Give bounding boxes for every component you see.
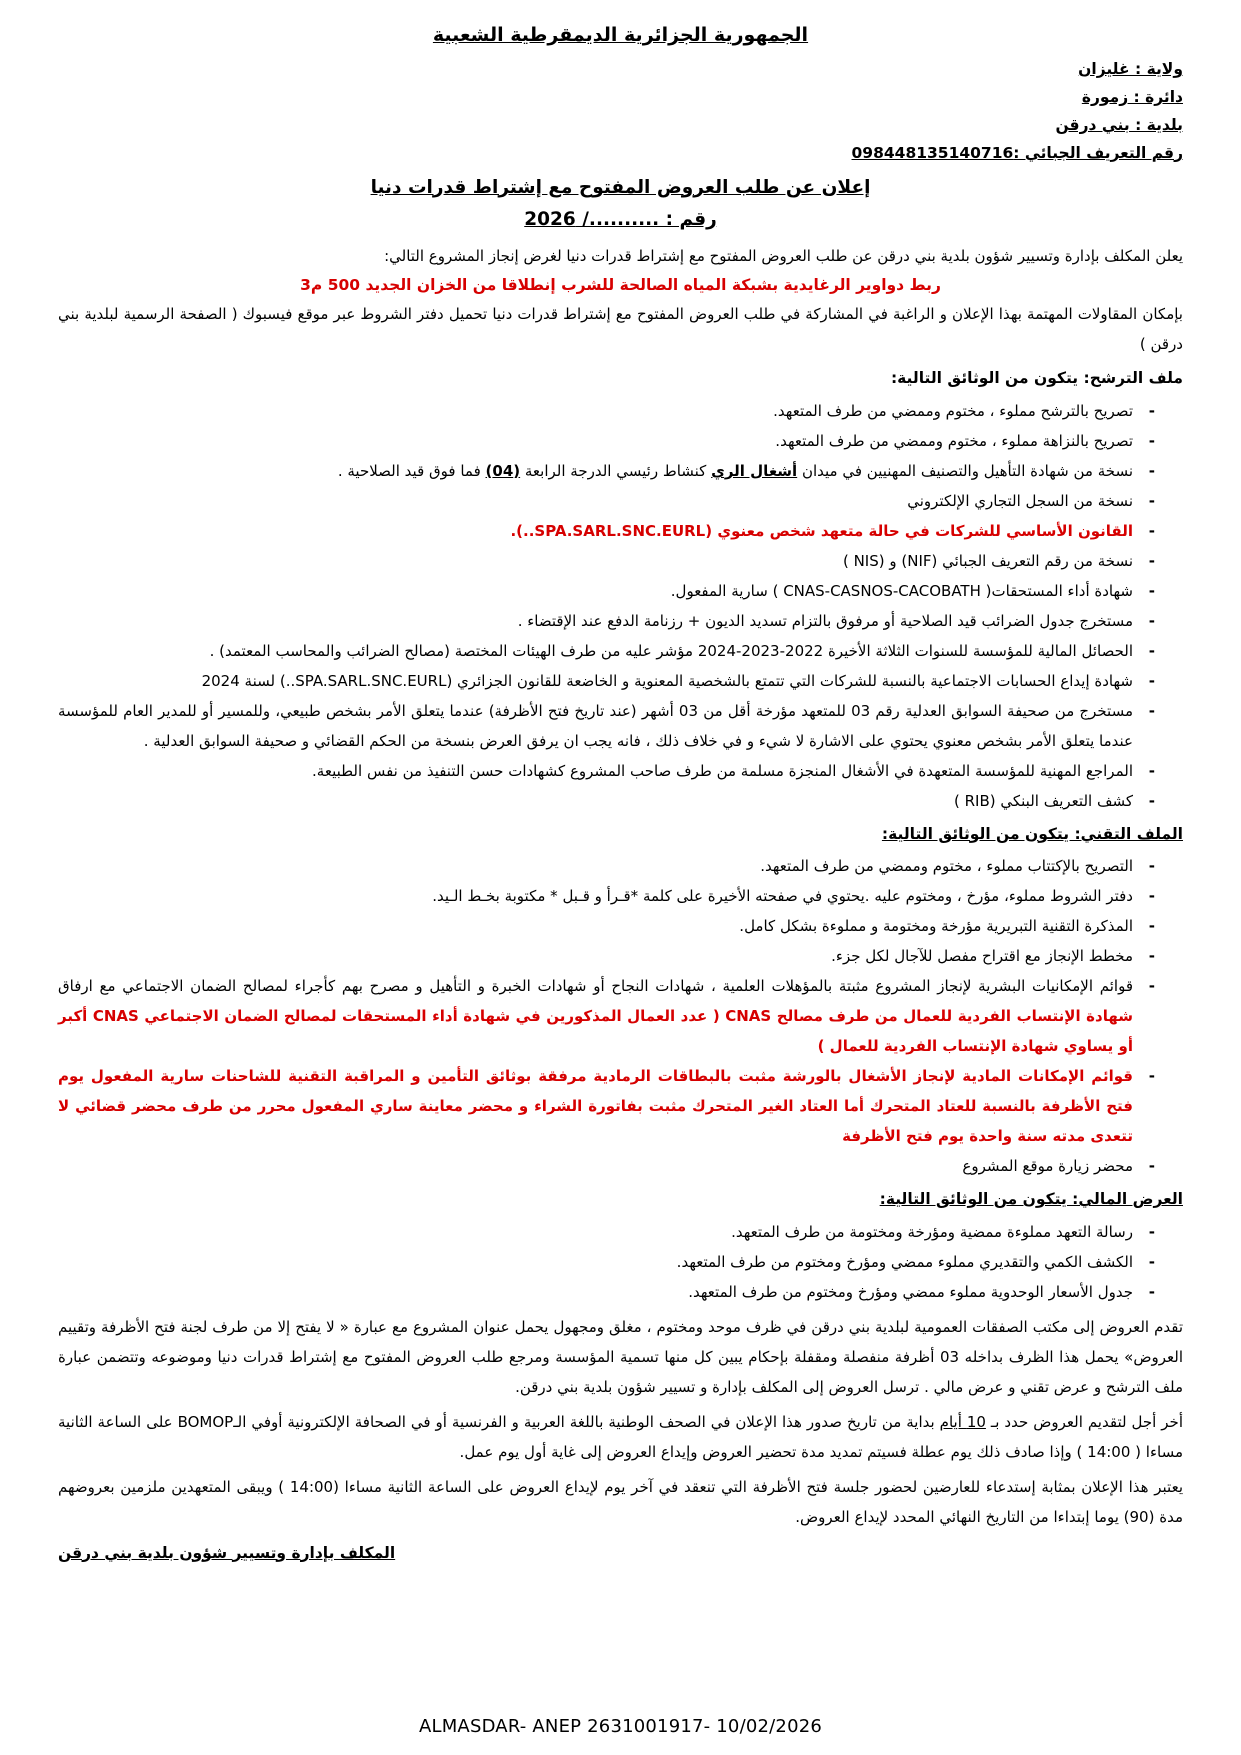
list-item-text	[58, 786, 1133, 816]
text-run: دفتر الشروط مملوء، مؤرخ ، ومختوم عليه .يحتوي في صفحته الأخيرة على كلمة *قـرأ و قـبل * مكتوبة بخـط الـيد.	[432, 887, 1133, 906]
document-list-item	[58, 576, 1183, 606]
document-list-item	[58, 756, 1183, 786]
financial-offer-heading: العرض المالي: يتكون من الوثائق التالية:	[879, 1190, 1183, 1209]
bullet-dash-icon: -	[1148, 947, 1155, 966]
bullet-dash-icon: -	[1148, 491, 1155, 510]
list-item-text	[58, 1247, 1133, 1277]
document-list-item	[58, 1247, 1183, 1277]
list-item-text	[58, 696, 1133, 756]
bullet-dash-icon: -	[1148, 761, 1155, 780]
bullet-dash-icon: -	[1148, 857, 1155, 876]
text-run: نسخة من شهادة التأهيل والتصنيف المهنيين في ميدان	[797, 461, 1133, 480]
text-run: مخطط الإنجاز مع اقتراح مفصل للآجال لكل جزء.	[831, 947, 1133, 966]
document-list-item	[58, 516, 1183, 546]
list-item-text	[58, 636, 1133, 666]
list-item-text	[58, 576, 1133, 606]
commune-line: بلدية : بني درقن	[1055, 115, 1183, 134]
list-item-text	[58, 1061, 1133, 1151]
document-list-item	[58, 636, 1183, 666]
list-item-text	[58, 851, 1133, 881]
document-list-item	[58, 606, 1183, 636]
list-item-text	[58, 516, 1133, 546]
bullet-dash-icon: -	[1148, 461, 1155, 480]
bullet-dash-icon: -	[1148, 641, 1155, 660]
document-list-item	[58, 1151, 1183, 1181]
tax-id-value: 098448135140716	[851, 143, 1014, 162]
document-list-item	[58, 851, 1183, 881]
document-list-item	[58, 786, 1183, 816]
document-list-item	[58, 1217, 1183, 1247]
document-list-item	[58, 396, 1183, 426]
announcement-title: إعلان عن طلب العروض المفتوح مع إشتراط قدرات دنيا	[370, 176, 871, 198]
document-list-item	[58, 666, 1183, 696]
document-list-item	[58, 426, 1183, 456]
list-item-text	[58, 881, 1133, 911]
bullet-dash-icon: -	[1148, 701, 1155, 720]
candidacy-file-list	[58, 396, 1183, 816]
bullet-dash-icon: -	[1148, 977, 1155, 996]
document-list-item	[58, 486, 1183, 516]
document-list-item	[58, 696, 1183, 756]
bullet-dash-icon: -	[1148, 551, 1155, 570]
bullet-dash-icon: -	[1148, 1222, 1155, 1241]
intro-paragraph: يعلن المكلف بإدارة وتسيير شؤون بلدية بني درقن عن طلب العروض المفتوح مع إشتراط قدرات دنيا لغرض إنجاز المشروع التالي:	[384, 247, 1183, 266]
list-item-text	[58, 911, 1133, 941]
text-run: 10 أيام	[939, 1412, 986, 1431]
text-run: جدول الأسعار الوحدوية مملوء ممضي ومؤرخ ومختوم من طرف المتعهد.	[688, 1282, 1133, 1301]
list-item-text	[58, 1277, 1133, 1307]
list-item-text	[58, 426, 1133, 456]
header-block	[58, 56, 1183, 168]
text-run: قوائم الإمكانات المادية لإنجاز الأشغال بالورشة مثبت بالبطاقات الرمادية مرفقة بوثائق التأمين و المراقبة التقنية للشاحنات سارية المفعول يوم فتح الأظرفة بالنسبة للعتاد المتحرك أما العتاد الغير المتحرك مثبت بفاتورة الشراء و محضر معاينة ساري المفعول محرر من طرف محضر قضائي لا تتعدى مدته سنة واحدة يوم فتح الأظرفة	[58, 1067, 1133, 1146]
bullet-dash-icon: -	[1148, 1157, 1155, 1176]
text-run: المذكرة التقنية التبريرية مؤرخة ومختومة و مملوءة بشكل كامل.	[739, 917, 1133, 936]
bullet-dash-icon: -	[1148, 611, 1155, 630]
list-item-text	[58, 666, 1133, 696]
technical-file-heading: الملف التقني: يتكون من الوثائق التالية:	[881, 824, 1183, 843]
text-run: شهادة إيداع الحسابات الاجتماعية بالنسبة للشركات التي تتمتع بالشخصية المعنوية و الخاضعة للقانون الجزائري (SPA.SARL.SNC.EURL..) لسنة 2024	[201, 671, 1133, 690]
text-run: الكشف الكمي والتقديري مملوء ممضي ومؤرخ ومختوم من طرف المتعهد.	[676, 1252, 1133, 1271]
text-run: شهادة الإنتساب الفردية للعمال من طرف مصالح CNAS ( عدد العمال المذكورين في شهادة أداء المستحقات لمصالح الضمان الاجتماعي CNAS أكبر أو يساوي شهادة الإنتساب الفردية للعمال )	[58, 1007, 1133, 1056]
text-run: الحصائل المالية للمؤسسة للسنوات الثلاثة الأخيرة 2022-2023-2024 مؤشر عليه من طرف الهيئات المختصة (مصالح الضرائب والمحاسب المعتمد) .	[209, 641, 1133, 660]
submission-paragraph: تقدم العروض إلى مكتب الصفقات العمومية لبلدية بني درقن في ظرف موحد ومختوم ، مغلق ومجهول يحمل عنوان المشروع مع عبارة « لا يفتح إلا من طرف لجنة فتح الأظرفة وتقييم العروض» يحمل هذا الظرف بداخله 03 أظرفة منفصلة ومقفلة بإحكام يبين كل منها تسمية المؤسسة ومرجع طلب العروض المفتوح مع إشتراط قدرات دنيا وموضوعه وتتضمن عبارة ملف الترشح و عرض تقني و عرض مالي . ترسل العروض إلى المكلف بإدارة و تسيير شؤون بلدية بني درقن.	[58, 1317, 1183, 1396]
bullet-dash-icon: -	[1148, 791, 1155, 810]
list-item-text	[58, 456, 1133, 486]
document-list-item	[58, 546, 1183, 576]
document-list-item	[58, 1277, 1183, 1307]
document-list-item	[58, 911, 1183, 941]
financial-offer-list	[58, 1217, 1183, 1307]
text-run: فما فوق قيد الصلاحية .	[337, 461, 486, 480]
list-item-text	[58, 756, 1133, 786]
envelope-opening-paragraph: يعتبر هذا الإعلان بمثابة إستدعاء للعارضين لحضور جلسة فتح الأظرفة التي تنعقد في آخر يوم لإيداع العروض على الساعة الثانية مساءا (14:00 ) ويبقى المتعهدين ملزمين بعروضهم مدة (90) يوما إبتداءا من التاريخ النهائي المحدد لإيداع العروض.	[58, 1477, 1183, 1526]
bullet-dash-icon: -	[1148, 431, 1155, 450]
country-title: الجمهورية الجزائرية الديمقرطية الشعبية	[432, 24, 809, 46]
announcement-number: رقم : ........../ 2026	[524, 208, 717, 230]
bullet-dash-icon: -	[1148, 671, 1155, 690]
text-run: بداية من تاريخ صدور هذا الإعلان في الصحف الوطنية باللغة العربية و الفرنسية أو في الصحافة الإلكترونية أوفي الـBOMOP على الساعة الثانية مساءا ( 14:00 ) وإذا صادف ذلك يوم عطلة فسيتم تمديد مدة تحضير العروض وإيداع العروض إلى غاية أول يوم عمل.	[58, 1412, 1183, 1461]
list-item-text	[58, 396, 1133, 426]
participation-paragraph: بإمكان المقاولات المهتمة بهذا الإعلان و الراغبة في المشاركة في طلب العروض المفتوح مع إشتراط قدرات دنيا تحميل دفتر الشروط عبر موقع فيسبوك ( الصفحة الرسمية لبلدية بني درقن )	[58, 305, 1183, 354]
bullet-dash-icon: -	[1148, 917, 1155, 936]
list-item-text	[58, 606, 1133, 636]
text-run: مستخرج جدول الضرائب قيد الصلاحية أو مرفوق بالتزام تسديد الديون + رزنامة الدفع عند الإقتضاء .	[517, 611, 1133, 630]
bullet-dash-icon: -	[1148, 1252, 1155, 1271]
text-run: (04)	[485, 461, 521, 480]
text-run: رسالة التعهد مملوءة ممضية ومؤرخة ومختومة من طرف المتعهد.	[731, 1222, 1133, 1241]
bullet-dash-icon: -	[1148, 1282, 1155, 1301]
project-name: ربط دواوير الرغايدية بشبكة المياه الصالحة للشرب إنطلاقا من الخزان الجديد 500 م3	[300, 276, 941, 295]
document-list-item	[58, 456, 1183, 486]
list-item-text	[58, 486, 1133, 516]
bullet-dash-icon: -	[1148, 401, 1155, 420]
list-item-text	[58, 941, 1133, 971]
text-run: التصريح بالإكتتاب مملوء ، مختوم وممضي من طرف المتعهد.	[760, 857, 1133, 876]
text-run: محضر زيارة موقع المشروع	[962, 1157, 1133, 1176]
document-list-item	[58, 881, 1183, 911]
tax-id-line	[58, 140, 1183, 168]
text-run: أخر أجل لتقديم العروض حدد بـ	[985, 1412, 1184, 1431]
list-item-text	[58, 1151, 1133, 1181]
list-item-text	[58, 546, 1133, 576]
text-run: نسخة من رقم التعريف الجبائي (NIF) و (NIS )	[842, 551, 1133, 570]
text-run: قوائم الإمكانيات البشرية لإنجاز المشروع مثبتة بالمؤهلات العلمية ، شهادات النجاح أو شهادات الخبرة و التأهيل و مصرح بهم كأجراء لمصالح الضمان الاجتماعي مع ارفاق	[58, 977, 1133, 996]
text-run: كنشاط رئيسي الدرجة الرابعة	[520, 461, 712, 480]
bullet-dash-icon: -	[1148, 887, 1155, 906]
bullet-dash-icon: -	[1148, 581, 1155, 600]
bullet-dash-icon: -	[1148, 521, 1155, 540]
text-run: تصريح بالنزاهة مملوء ، مختوم وممضي من طرف المتعهد.	[775, 431, 1133, 450]
wilaya-line: ولاية : غليزان	[1078, 60, 1183, 78]
document-list-item	[58, 941, 1183, 971]
text-run: مستخرج من صحيفة السوابق العدلية رقم 03 للمتعهد مؤرخة أقل من 03 أشهر (عند تاريخ فتح الأظرفة) عندما يتعلق الأمر بشخص طبيعي، وللمسير أو للمدير العام للمؤسسة عندما يتعلق الأمر بشخص معنوي يحتوي على الاشارة لا شيء و في خلاف ذلك ، فانه يجب ان يرفق العرض بنسخة من الحكم القضائي و صحيفة السوابق العدلية .	[58, 701, 1133, 750]
list-item-text	[58, 971, 1133, 1061]
text-run: كشف التعريف البنكي (RIB )	[953, 791, 1133, 810]
tax-id-label: رقم التعريف الجبائي :	[1013, 143, 1183, 162]
text-run: القانون الأساسي للشركات في حالة متعهد شخص معنوي (SPA.SARL.SNC.EURL..).	[510, 521, 1133, 540]
text-run: نسخة من السجل التجاري الإلكتروني	[907, 491, 1133, 510]
document-list-item	[58, 971, 1183, 1061]
footer-reference: ALMASDAR- ANEP 2631001917- 10/02/2026	[418, 1716, 823, 1737]
text-run: المراجع المهنية للمؤسسة المتعهدة في الأشغال المنجزة مسلمة من طرف صاحب المشروع كشهادات حسن التنفيذ من نفس الطبيعة.	[312, 761, 1133, 780]
text-run: أشغال الري	[711, 461, 798, 480]
signature-line: المكلف بإدارة وتسيير شؤون بلدية بني درقن	[58, 1543, 396, 1562]
text-run: تصريح بالترشح مملوء ، مختوم وممضي من طرف المتعهد.	[773, 401, 1133, 420]
bullet-dash-icon: -	[1148, 1067, 1155, 1086]
list-item-text	[58, 1217, 1133, 1247]
deadline-paragraph	[58, 1407, 1183, 1467]
text-run: شهادة أداء المستحقات( CNAS-CASNOS-CACOBATH ) سارية المفعول.	[670, 581, 1133, 600]
document-list-item	[58, 1061, 1183, 1151]
daira-line: دائرة : زمورة	[1081, 87, 1183, 106]
technical-file-list	[58, 851, 1183, 1181]
candidacy-file-heading: ملف الترشح: يتكون من الوثائق التالية:	[890, 369, 1183, 388]
